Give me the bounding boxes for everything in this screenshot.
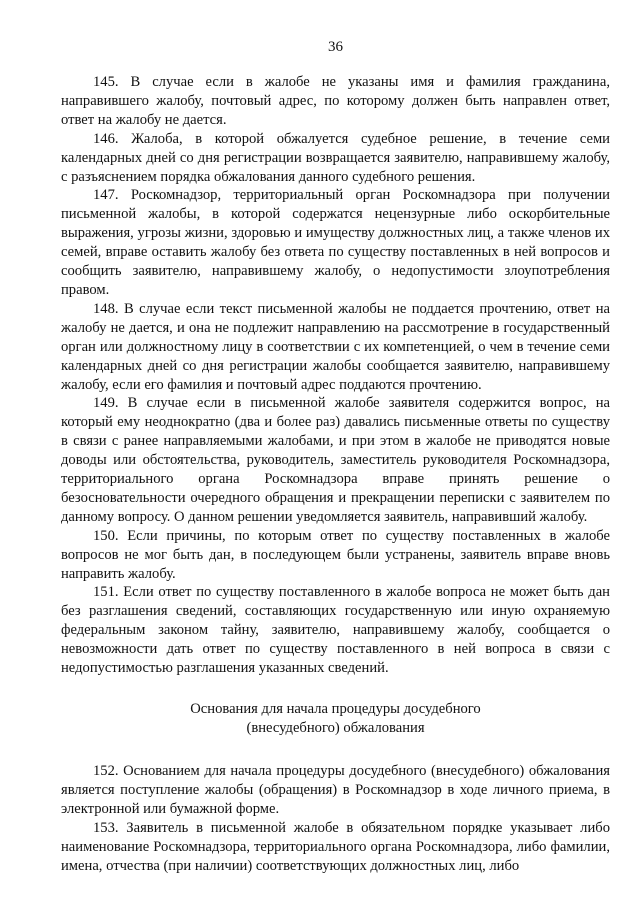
paragraph-151: 151. Если ответ по существу поставленного в жалобе вопроса не может быть дан без разглашения сведений, составляющих государственную или иную охраняемую федеральным законом тайну, заявителю, направившему жалобу, сообщается о невозможности дать ответ по существу поставленного в ней вопроса в связи с недопустимостью разглашения указанных сведений. [61, 584, 610, 677]
page-number: 36 [328, 39, 343, 55]
section-heading-line-1: Основания для начала процедуры досудебного [190, 701, 481, 717]
section-heading-line-2: (внесудебного) обжалования [246, 720, 425, 736]
paragraph-150: 150. Если причины, по которым ответ по существу поставленных в жалобе вопросов не мог быть дан, в последующем были устранены, заявитель вправе вновь направить жалобу. [61, 527, 610, 582]
paragraph-149: 149. В случае если в письменной жалобе заявителя содержится вопрос, на который ему неоднократно (два и более раз) давались письменные ответы по существу в связи с ранее направляемыми жалобами, и при этом в жалобе не приводятся новые доводы или обстоятельства, руководитель, заместитель руководителя Роскомнадзора, территориального органа Роскомнадзора вправе принять решение о безосновательности очередного обращения и прекращении переписки с заявителем по данному вопросу. О данном решении уведомляется заявитель, направивший жалобу. [61, 395, 610, 525]
section-heading [61, 700, 610, 738]
paragraph-152: 152. Основанием для начала процедуры досудебного (внесудебного) обжалования является поступление жалобы (обращения) в Роскомнадзор в ходе личного приема, в электронной или бумажной форме. [61, 763, 610, 817]
paragraph-153: 153. Заявитель в письменной жалобе в обязательном порядке указывает либо наименование Роскомнадзора, территориального органа Роскомнадзора, либо фамилии, имена, отчества (при наличии) соответствующих должностных лиц, либо [61, 819, 610, 874]
paragraph-147: 147. Роскомнадзор, территориальный орган Роскомнадзора при получении письменной жалобы, в которой содержатся нецензурные либо оскорбительные выражения, угрозы жизни, здоровью и имуществу должностных лиц, а также членов их семей, вправе оставить жалобу без ответа по существу поставленных в ней вопросов и сообщить заявителю, направившему жалобу, о недопустимости злоупотребления правом. [61, 187, 610, 298]
paragraph-145: 145. В случае если в жалобе не указаны имя и фамилия гражданина, направившего жалобу, почтовый адрес, по которому должен быть направлен ответ, ответ на жалобу не дается. [61, 74, 610, 128]
paragraph-148: 148. В случае если текст письменной жалобы не поддается прочтению, ответ на жалобу не дается, и она не подлежит направлению на рассмотрение в государственный орган или должностному лицу в соответствии с их компетенцией, о чем в течение семи календарных дней со дня регистрации жалобы сообщается заявителю, направившему жалобу, если его фамилия и почтовый адрес поддаются прочтению. [61, 300, 610, 393]
paragraph-146: 146. Жалоба, в которой обжалуется судебное решение, в течение семи календарных дней со дня регистрации возвращается заявителю, направившему жалобу, с разъяснением порядка обжалования данного судебного решения. [61, 130, 610, 185]
